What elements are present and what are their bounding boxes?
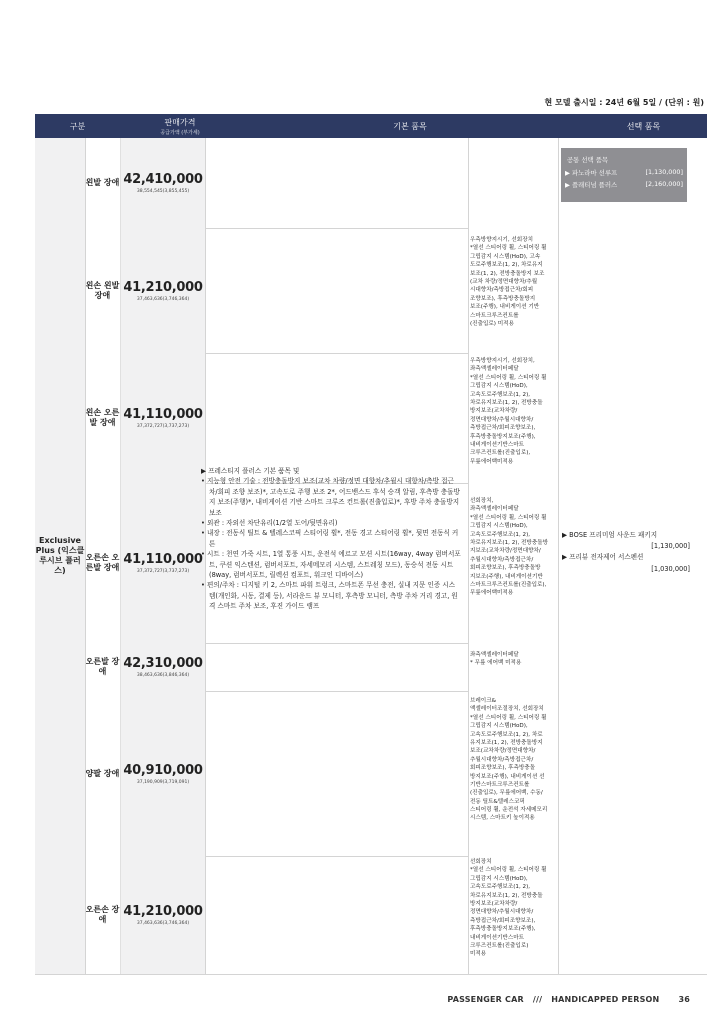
option-note-line: 정면대향차/추월시대향차/ <box>470 909 534 916</box>
option-note-line: 회피조향보조), 후측방충돌방 <box>470 565 541 572</box>
option-note-line: 정면대향차/추월시대향차/ <box>470 416 534 423</box>
basic-item: • 지능형 안전 기술 : 전방충돌방지 보조(교차 차량/정면 대향차/추월시 대향차/측방 접근차/회피 조향 보조)*, 고속도로 주행 보조 2*, 어드밴스드 후석 승객 알림, 후측방 충돌방지 보조(주행)*, 내비게이션 기반 스마트 크루즈 컨트롤(진출입로)*, 후방 주차 충돌방지 보조 <box>201 477 460 517</box>
header-basic: 기본 품목 <box>393 121 427 131</box>
option-note-line: 유지보조(1, 2), 전방충돌방지 <box>470 739 543 746</box>
option-note-line: 선회장치, <box>470 498 494 504</box>
table-row <box>85 228 468 354</box>
row-price: 41,110,000 37,372,727(3,737,273) <box>121 483 205 643</box>
common-options-title: 공통 선택 품목 <box>567 156 609 164</box>
option-note-line: 좌측액셀레이터페달 <box>470 652 519 658</box>
divider <box>85 138 86 974</box>
option-note-line: 스티어링 휠, 운전석 자세메모리 <box>470 807 548 814</box>
row-option-note <box>470 497 558 598</box>
option-note-line: 후측방충돌방지보조(주행), <box>470 926 536 933</box>
option-note-line: 스마트크루즈컨트롤 <box>470 312 519 319</box>
option-item: ▶ 파노라마 선루프 [1,130,000] <box>565 168 683 177</box>
table-header <box>35 114 707 138</box>
basic-item: • 편의/주차 : 디지털 키 2, 스마트 파워 트렁크, 스마트폰 무선 충전, 실내 지문 인증 시스템(개인화, 시동, 결제 등), 서라운드 뷰 모니터, 후측방 모니터, 측방 주차 거리 경고, 원격 스마트 주차 보조, 후진 가이드 램프 <box>201 581 458 611</box>
option-note-line: 추월시대향차/측방접근차/ <box>470 556 534 563</box>
option-note-line: 측방접근차/회피조향보조), <box>470 425 536 432</box>
option-note-line: 그립감지 시스템(HoD), <box>470 383 528 390</box>
option-note-line: 미적용 <box>470 951 487 958</box>
row-name: 오른발 장애 <box>85 643 121 691</box>
option-note-line: 기반스마트크루즈컨트롤 <box>470 781 530 788</box>
option-note-line: 차로유지보조(1, 2), 전방충돌방 <box>470 539 549 546</box>
option-note-line: *열선 스티어링 휠, 스티어링 휠 <box>470 374 547 381</box>
basic-item: • 시트 : 천연 가죽 시트, 1열 통풍 시트, 운전석 에르고 모션 시트(16way, 4way 럼버서포트, 쿠션 익스텐션, 럼버서포트, 자세메모리 시스템, 스트레칭 모드), 동승석 전동 시트(8way, 럼버서포트, 릴렉션 컴포트, 워크인 디바이스) <box>201 550 461 580</box>
option-note-line: 방지보조(주행), 내비게이션 선 <box>470 773 545 780</box>
basic-items <box>201 466 461 612</box>
table-row <box>85 138 468 229</box>
option-note-line: 크루즈컨트롤(진출입로) <box>470 942 529 949</box>
option-note-line: 좌측액셀레이터페달 <box>470 366 519 373</box>
divider <box>468 138 469 974</box>
row-price: 41,110,000 37,372,727(3,737,273) <box>121 353 205 483</box>
option-item: ▶ BOSE 프리미엄 사운드 패키지 [1,130,000] <box>562 531 690 551</box>
option-note-line: 후측방충돌방지보조(주행), <box>470 433 536 440</box>
selectable-options <box>562 530 690 575</box>
option-note-line: *열선 스티어링 휠, 스티어링 휠 <box>470 514 547 521</box>
row-name: 양팔 장애 <box>85 691 121 856</box>
page-number: 36 <box>678 995 690 1004</box>
option-note-line: 그립감지 시스템(HoD), <box>470 523 528 530</box>
row-name: 오른손 장애 <box>85 856 121 974</box>
row-option-note <box>470 651 558 668</box>
option-note-line: 조향보조), 후측방충돌방지 <box>470 295 536 302</box>
option-note-line: 보조(교차차량/정면대향차/ <box>470 748 536 755</box>
option-note-line: 도로주행보조(1, 2), 차로유지 <box>470 262 543 269</box>
page-footer: PASSENGER CAR /// HANDICAPPED PERSON 36 <box>447 995 690 1004</box>
option-note-line: (진출입로) 미적용 <box>470 320 514 327</box>
option-note-line: 우측방향지시기, 선회장치 <box>470 237 533 243</box>
option-note-line: 그립감지 시스템(HoD), 고속 <box>470 253 541 260</box>
option-note-line: 차로유지보조(1, 2), 전방충돌 <box>470 399 543 406</box>
option-note-line: 고속도로주행보조(1, 2), <box>470 884 531 891</box>
option-note-line: 내비게이션기반스마트 <box>470 934 525 941</box>
option-note-line: 회피조향보조), 후측방충돌 <box>470 765 536 772</box>
option-note-line: 우측방향지시기, 선회장치, <box>470 358 535 364</box>
option-note-line: 내비게이션기반스마트 <box>470 441 525 448</box>
option-note-line: 지보조(교차차량/정면대향차/ <box>470 548 541 555</box>
option-note-line: 고속도로주행보조(1, 2), 차로 <box>470 731 543 738</box>
option-note-line: 무릎에어백미적용 <box>470 458 514 465</box>
row-price: 42,410,000 38,554,545(3,855,455) <box>121 138 205 228</box>
option-note-line: (교차 차량/정면대향차/추월 <box>470 278 538 285</box>
option-note-line: 고속도로주행보조(1, 2), <box>470 531 531 538</box>
basic-item: ▶ 프레스티지 플러스 기본 품목 및 <box>201 467 300 475</box>
table-bottom-rule <box>35 974 707 975</box>
option-note-line: 브레이크& <box>470 698 496 704</box>
header-trim: 구분 <box>69 121 86 131</box>
option-note-line: (진출입로), 무릎에어백, 수동/ <box>470 790 543 797</box>
row-option-note <box>470 236 558 328</box>
row-price: 42,310,000 38,463,636(3,846,364) <box>121 643 205 691</box>
option-note-line: 스마트크루즈컨트롤(진출입로), <box>470 581 547 588</box>
option-note-line: 지보조(주행), 내비게이션기반 <box>470 573 543 580</box>
basic-item: • 내장 : 전동식 틸트 & 텔레스코픽 스티어링 휠*, 전동 경고 스티어링 휠*, 뒷면 전동식 커튼 <box>201 529 459 548</box>
table-row <box>85 856 468 975</box>
option-note-line: *열선 스티어링 휠, 스티어링 휠 <box>470 867 547 874</box>
row-name: 왼발 장애 <box>85 138 121 228</box>
option-note-line: 추월시대향차/측방접근차/ <box>470 756 534 763</box>
row-price: 41,210,000 37,463,636(3,746,364) <box>121 856 205 974</box>
option-note-line: *열선 스티어링 휠, 스티어링 휠 <box>470 245 547 252</box>
row-name: 오른손 오른발 장애 <box>85 483 121 643</box>
option-note-line: 좌측액셀레이터페달 <box>470 506 519 513</box>
common-options-box <box>561 148 687 202</box>
option-note-line: 무릎에어백미적용 <box>470 590 514 597</box>
option-note-line: 그립감지 시스템(HoD), <box>470 723 528 730</box>
option-note-line: 크루즈컨트롤(진출입로), <box>470 450 531 457</box>
option-note-line: 액셀레이터조절장치, 선회장치 <box>470 706 544 713</box>
row-option-note <box>470 357 558 466</box>
option-note-line: *열선 스티어링 휠, 스티어링 휠 <box>470 714 547 721</box>
row-name: 왼손 오른발 장애 <box>85 353 121 483</box>
trim-name: Exclusive Plus (익스클루시브 플러스) <box>35 138 85 974</box>
table-row <box>85 691 468 857</box>
option-item: ▶ 프리뷰 전자제어 서스펜션 [1,030,000] <box>562 553 690 573</box>
option-item: ▶ 플래티넘 플러스 [2,160,000] <box>565 180 683 189</box>
header-options: 선택 품목 <box>626 121 661 131</box>
release-note: 현 모델 출시일 : 24년 6월 5일 / (단위 : 원) <box>544 98 704 107</box>
option-note-line: 그립감지 시스템(HoD), <box>470 875 528 882</box>
option-note-line: 차로유지보조(1, 2), 전방충돌 <box>470 892 543 899</box>
option-note-line: 선회장치 <box>470 859 492 865</box>
option-note-line: 보조(1, 2), 전방충돌방지 보조 <box>470 270 545 277</box>
table-row <box>85 643 468 692</box>
option-note-line: 측방접근차/회피조향보조), <box>470 917 536 924</box>
row-option-note <box>470 858 558 959</box>
divider <box>558 138 559 974</box>
option-note-line: 보조(주행), 내비게이션 기반 <box>470 304 540 311</box>
option-note-line: * 무릎 에어백 미적용 <box>470 660 522 667</box>
option-note-line: 방지보조(교차차량/ <box>470 900 518 907</box>
table-row <box>85 353 468 484</box>
header-price: 판매가격 공급가액 (부가세) <box>160 117 200 136</box>
option-note-line: 전동 틸트&텔레스코픽 <box>470 798 525 805</box>
row-option-note <box>470 697 558 823</box>
basic-item: • 외관 : 자외선 차단유리(1/2열 도어/뒷면유리) <box>201 519 338 528</box>
row-name: 왼손 왼발 장애 <box>85 228 121 353</box>
option-note-line: 고속도로주행보조(1, 2), <box>470 391 531 398</box>
row-price: 40,910,000 37,190,909(3,719,091) <box>121 691 205 856</box>
row-price: 41,210,000 37,463,636(3,746,364) <box>121 228 205 353</box>
option-note-line: 시스템, 스마트키 높이적용 <box>470 815 535 822</box>
option-note-line: 방지보조(교차차량/ <box>470 408 518 415</box>
option-note-line: 시대향차/측방접근차/회피 <box>470 287 534 294</box>
